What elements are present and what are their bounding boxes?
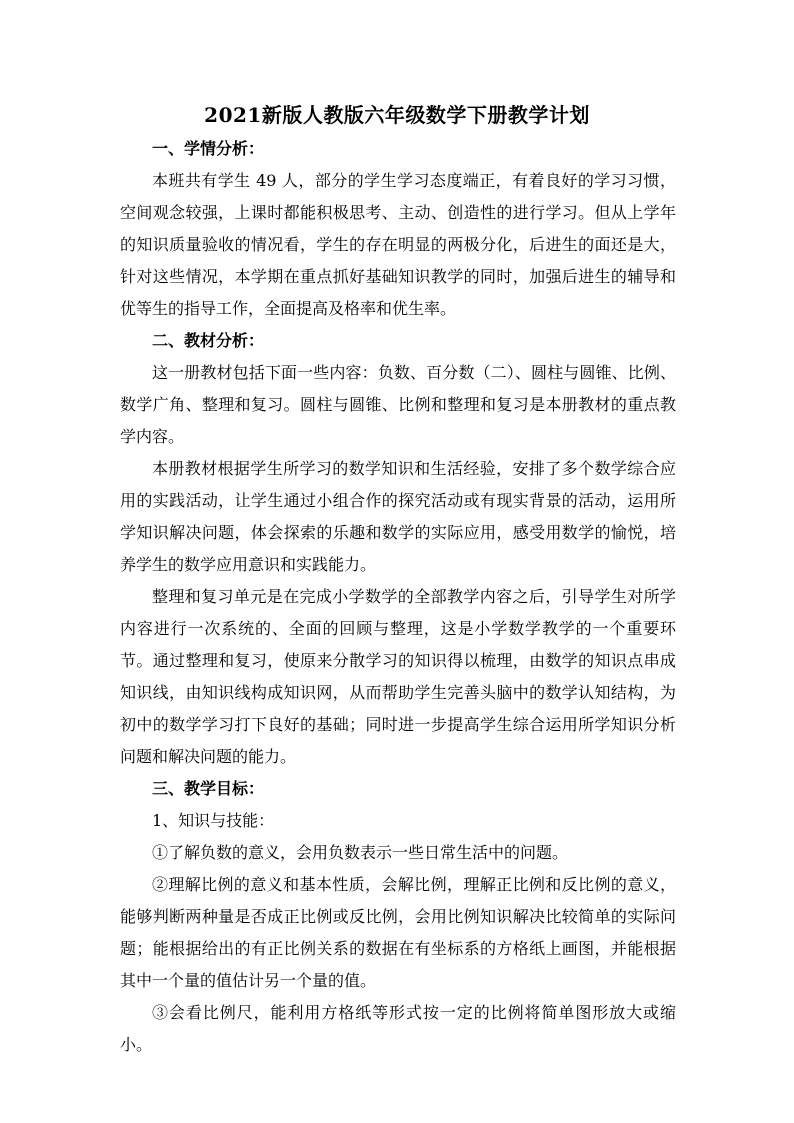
- paragraph-goal-scale: ③会看比例尺，能利用方格纸等形式按一定的比例将简单图形放大或缩小。: [120, 1003, 676, 1054]
- paragraph-knowledge-skills: 1、知识与技能：: [152, 811, 275, 830]
- section-heading-student-analysis: 一、学情分析：: [152, 139, 265, 158]
- paragraph-goal-proportion: ②理解比例的意义和基本性质，会解比例，理解正比例和反比例的意义，能够判断两种量是否成正比例或反比例，会用比例知识解决比较简单的实际问题；能根据给出的有正比例关系的数据在有坐标系的方格纸上画图，并能根据其中一个量的值估计另一个量的值。: [120, 875, 676, 990]
- paragraph-student-analysis: 本班共有学生 49 人，部分的学生学习态度端正，有着良好的学习习惯，空间观念较强，上课时都能积极思考、主动、创造性的进行学习。但从上学年的知识质量验收的情况看，学生的存在明显的两极分化，后进生的面还是大，针对这些情况，本学期在重点抓好基础知识教学的同时，加强后进生的辅导和优等生的指导工作，全面提高及格率和优生率。: [120, 171, 676, 318]
- section-heading-teaching-goals: 三、教学目标：: [152, 779, 265, 798]
- document-body: [120, 133, 676, 1061]
- paragraph-goal-negative-numbers: ①了解负数的意义，会用负数表示一些日常生活中的问题。: [152, 843, 569, 862]
- document-title: 2021新版人教版六年级数学下册教学计划: [204, 103, 590, 127]
- paragraph-textbook-contents: 这一册教材包括下面一些内容：负数、百分数（二）、圆柱与圆锥、比例、数学广角、整理和复习。圆柱与圆锥、比例和整理和复习是本册教材的重点教学内容。: [120, 363, 676, 446]
- paragraph-review-unit: 整理和复习单元是在完成小学数学的全部教学内容之后，引导学生对所学内容进行一次系统的、全面的回顾与整理，这是小学数学教学的一个重要环节。通过整理和复习，使原来分散学习的知识得以梳理，由数学的知识点串成知识线，由知识线构成知识网，从而帮助学生完善头脑中的数学认知结构，为初中的数学学习打下良好的基础；同时进一步提高学生综合运用所学知识分析问题和解决问题的能力。: [120, 587, 676, 766]
- section-heading-textbook-analysis: 二、教材分析：: [152, 331, 265, 350]
- paragraph-practice-activities: 本册教材根据学生所学习的数学知识和生活经验，安排了多个数学综合应用的实践活动，让学生通过小组合作的探究活动或有现实背景的活动，运用所学知识解决问题，体会探索的乐趣和数学的实际应用，感受用数学的愉悦，培养学生的数学应用意识和实践能力。: [120, 459, 676, 574]
